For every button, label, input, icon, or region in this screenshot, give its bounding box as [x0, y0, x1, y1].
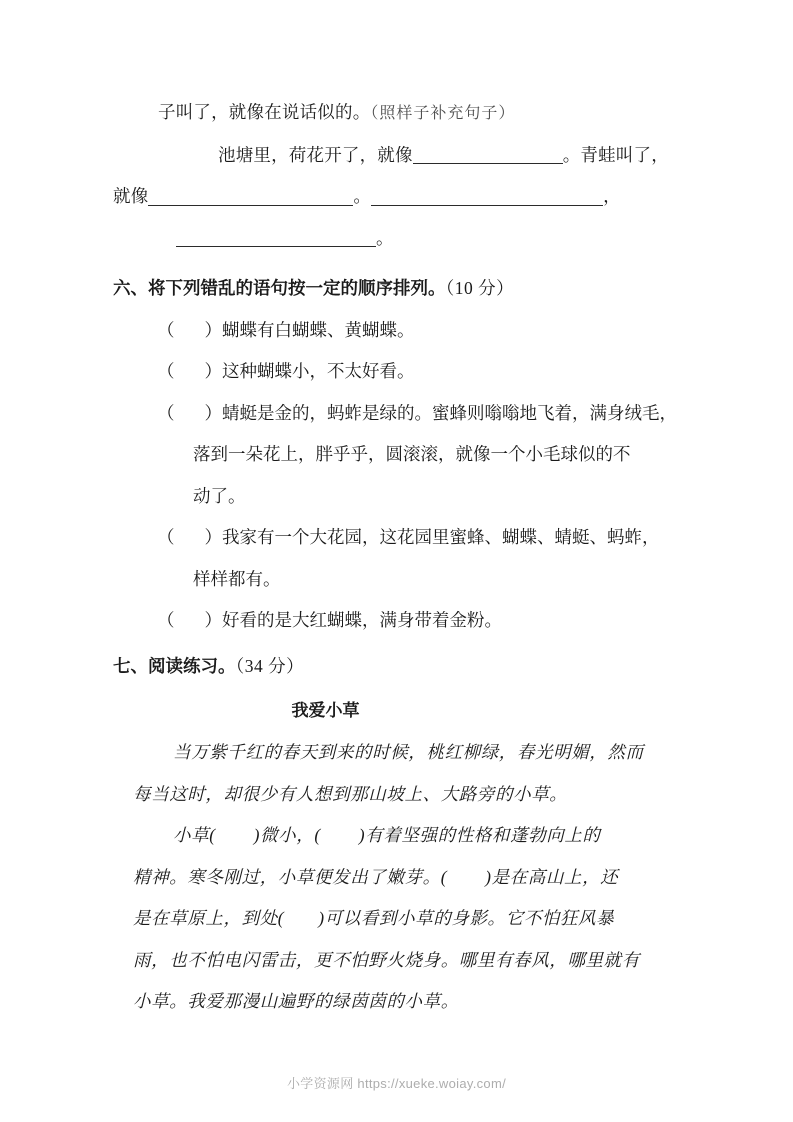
list-item-text: 蝴蝶有白蝴蝶、黄蝴蝶。 — [222, 319, 415, 340]
paren-open: （ — [157, 527, 175, 547]
footer-watermark: 小学资源网 https://xueke.woiay.com/ — [287, 1076, 506, 1091]
list-item-continuation: 样样都有。 — [193, 568, 281, 589]
passage-text: )可以看到小草的身影。它不怕狂风暴 — [318, 908, 615, 928]
example-comma-1: ， — [603, 186, 621, 206]
section-six-score: （10 分） — [445, 278, 515, 298]
passage-line — [113, 774, 688, 816]
carryover-example-line-2 — [113, 176, 688, 218]
fill-blank[interactable] — [413, 145, 563, 164]
passage-line — [113, 981, 688, 1023]
answer-parenthesis[interactable] — [157, 600, 222, 642]
paren-close: ） — [204, 319, 222, 340]
example-text-b: 。青蛙叫了， — [562, 144, 669, 165]
example-period-1: 。 — [353, 186, 372, 206]
paren-open: （ — [157, 319, 175, 340]
section-six-title: 六、将下列错乱的语句按一定的顺序排列。 — [113, 278, 446, 298]
passage-text: 小草。我爱那漫山遍野的绿茵茵的小草。 — [133, 991, 459, 1011]
list-item — [113, 393, 688, 435]
passage-text: 雨，也不怕电闪雷击，更不怕野火烧身。哪里有春风，哪里就有 — [133, 949, 640, 970]
paren-close: ） — [204, 610, 222, 630]
section-seven-title: 七、阅读练习。 — [113, 655, 236, 676]
list-item-text: 我家有一个大花园，这花园里蜜蜂、蝴蝶、蜻蜓、蚂蚱， — [222, 527, 660, 547]
list-item — [113, 517, 688, 559]
passage-line — [113, 857, 688, 899]
answer-parenthesis[interactable] — [157, 393, 222, 435]
answer-parenthesis[interactable] — [157, 351, 222, 393]
fill-blank[interactable] — [371, 186, 603, 205]
list-item-continuation: 动了。 — [193, 485, 246, 506]
passage-line — [113, 940, 688, 982]
passage-line — [113, 732, 688, 774]
carryover-example-line-3 — [113, 218, 688, 260]
list-item — [113, 310, 688, 352]
list-item-text: 这种蝴蝶小，不太好看。 — [222, 361, 415, 381]
passage-title: 我爱小草 — [291, 701, 360, 720]
section-seven-heading — [113, 646, 688, 688]
list-item-text: 蜻蜓是金的，蚂蚱是绿的。蜜蜂则嗡嗡地飞着，满身绒毛， — [222, 402, 677, 423]
carryover-sentence-line — [113, 92, 688, 135]
carryover-example-line-1 — [113, 135, 688, 177]
carryover-sentence: 子叫了，就像在说话似的。 — [158, 102, 371, 122]
paren-close: ） — [204, 527, 222, 547]
section-six-items — [113, 310, 688, 642]
passage-text: 每当这时，却很少有人想到那山坡上、大路旁的小草。 — [133, 783, 568, 804]
list-item-text: 好看的是大红蝴蝶，满身带着金粉。 — [222, 610, 502, 630]
passage-text: 是在草原上，到处( — [133, 908, 285, 928]
answer-parenthesis[interactable] — [157, 310, 222, 352]
example-text-c: 就像 — [113, 186, 149, 206]
passage-text: )微小，( — [253, 825, 321, 845]
reading-passage — [113, 690, 688, 1023]
list-item — [113, 600, 688, 642]
list-item — [113, 351, 688, 393]
passage-text: )有着坚强的性格和蓬勃向上的 — [358, 825, 601, 845]
carryover-instruction: （照样子补充句子） — [370, 105, 516, 122]
passage-text: )是在高山上，还 — [485, 866, 619, 887]
list-item-continuation: 落到一朵花上，胖乎乎，圆滚滚，就像一个小毛球似的不 — [193, 444, 631, 464]
paren-open: （ — [157, 361, 175, 381]
paren-open: （ — [157, 402, 175, 423]
paren-open: （ — [157, 610, 175, 630]
passage-line — [113, 898, 688, 940]
page-content — [113, 92, 688, 1023]
example-text-a: 池塘里，荷花开了，就像 — [218, 144, 413, 165]
example-period-2: 。 — [376, 227, 394, 248]
answer-parenthesis[interactable] — [157, 517, 222, 559]
paren-close: ） — [204, 402, 222, 423]
passage-line — [113, 815, 688, 857]
paren-close: ） — [204, 361, 222, 381]
section-six-heading — [113, 268, 688, 310]
passage-text: 小草( — [173, 825, 216, 845]
fill-blank[interactable] — [176, 228, 376, 247]
fill-blank[interactable] — [148, 186, 353, 205]
passage-text: 精神。寒冬刚过，小草便发出了嫩芽。( — [133, 866, 448, 887]
passage-text: 当万紫千红的春天到来的时候，桃红柳绿，春光明媚，然而 — [173, 742, 644, 762]
section-seven-score: （34 分） — [235, 655, 305, 676]
